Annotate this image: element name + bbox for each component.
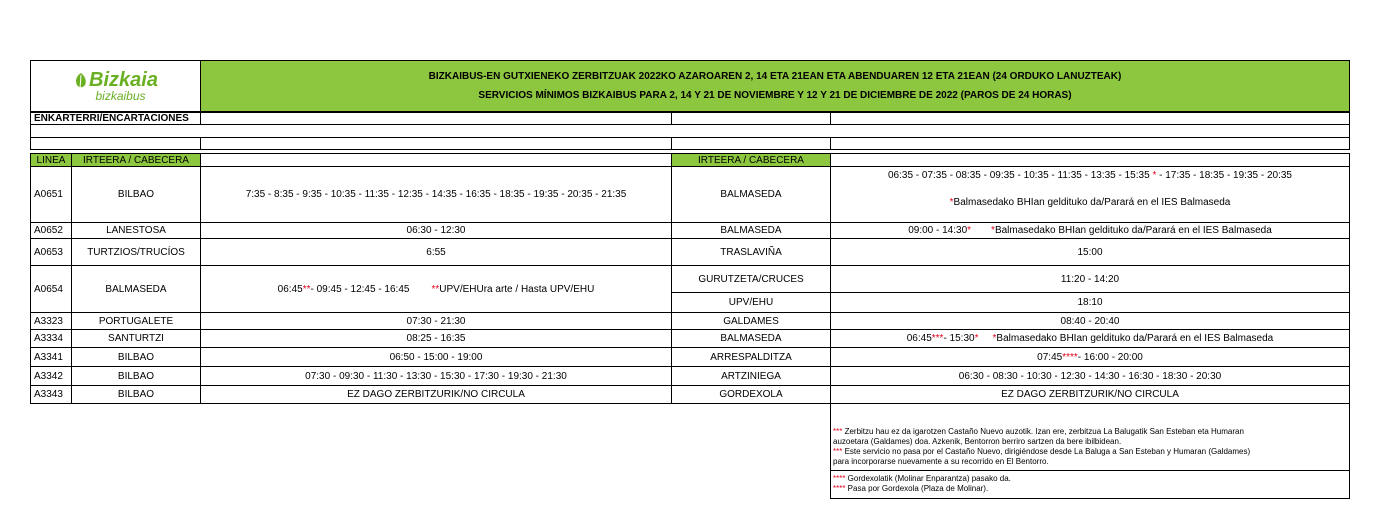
origin: BILBAO: [71, 166, 201, 223]
line-code: A0653: [30, 238, 72, 266]
ret-a: 09:00 - 14:30: [908, 225, 968, 236]
line-code: A0652: [30, 222, 72, 239]
footnote-divider: [831, 470, 1349, 471]
mark: *: [991, 225, 995, 236]
empty-cell: [830, 137, 1350, 150]
line-code: A0654: [30, 265, 72, 313]
region-label: ENKARTERRI/ENCARTACIONES: [30, 112, 201, 125]
times-return: EZ DAGO ZERBITZURIK/NO CIRCULA: [830, 385, 1350, 404]
origin: LANESTOSA: [71, 222, 201, 239]
times-out: 6:55: [200, 238, 672, 266]
destination: ARTZINIEGA: [671, 366, 831, 386]
times-return: [830, 222, 1350, 239]
logo: [30, 60, 201, 112]
times-out: 06:50 - 15:00 - 19:00: [200, 347, 672, 367]
ret-b: - 17:35 - 18:35 - 19:35 - 20:35: [1156, 170, 1292, 181]
out-b: - 09:45 - 12:45 - 16:45: [310, 283, 410, 295]
ret-a: 07:45: [1037, 351, 1063, 363]
mark: **: [302, 283, 311, 295]
origin: BILBAO: [71, 385, 201, 404]
destination: BALMASEDA: [671, 166, 831, 223]
times-out: 07:30 - 09:30 - 11:30 - 13:30 - 15:30 - 17:30 - 19:30 - 21:30: [200, 366, 672, 386]
title-banner: [200, 60, 1350, 112]
line-code: A3341: [30, 347, 72, 367]
mark: **: [431, 283, 440, 295]
times-out: EZ DAGO ZERBITZURIK/NO CIRCULA: [200, 385, 672, 404]
empty-cell: [30, 137, 201, 150]
line-code: A3334: [30, 329, 72, 348]
times-return: 15:00: [830, 238, 1350, 266]
footnote-box: [830, 403, 1350, 499]
destination: BALMASEDA: [671, 222, 831, 239]
line-code: A0651: [30, 166, 72, 223]
origin: TURTZIOS/TRUCÍOS: [71, 238, 201, 266]
col-linea: LINEA: [30, 153, 72, 167]
mark: ***: [931, 333, 944, 344]
empty-cell: [671, 137, 831, 150]
destination: UPV/EHU: [671, 292, 831, 313]
logo-sub: bizkaibus: [95, 89, 146, 103]
mark: ****: [1062, 351, 1078, 363]
times-return: 06:45 *** - 15:30 * *Balmasedako BHIan gelditukо da/Parará en el IES Balmaseda: [830, 329, 1350, 348]
empty-cell: [830, 153, 1350, 167]
ret-a: 06:35 - 07:35 - 08:35 - 09:35 - 10:35 - 11:35 - 13:35 - 15:35: [887, 170, 1153, 181]
ret-b: - 16:00 - 20:00: [1077, 351, 1143, 363]
origin: SANTURTZI: [71, 329, 201, 348]
mark: *: [949, 197, 954, 208]
note: Balmasedako BHIan gelditukо da/Parará en el IES Balmaseda: [953, 197, 1231, 208]
times-out: 7:35 - 8:35 - 9:35 - 10:35 - 11:35 - 12:35 - 14:35 - 16:35 - 18:35 - 19:35 - 20:35 - 21:35: [200, 166, 672, 223]
times-out: 08:25 - 16:35: [200, 329, 672, 348]
origin: BILBAO: [71, 366, 201, 386]
origin: BILBAO: [71, 347, 201, 367]
leaf-icon: [73, 72, 89, 90]
out-a: 06:45: [277, 283, 303, 295]
line-code: A3342: [30, 366, 72, 386]
line-code: A3323: [30, 312, 72, 330]
destination: GORDEXOLA: [671, 385, 831, 404]
col-origin: IRTEERA / CABECERA: [71, 153, 201, 167]
times-out: 07:30 - 21:30: [200, 312, 672, 330]
mark: *: [974, 333, 979, 344]
times-return: 11:20 - 14:20: [830, 265, 1350, 293]
ret-b: - 15:30: [943, 333, 975, 344]
destination: GURUTZETA/CRUCES: [671, 265, 831, 293]
times-return: [830, 347, 1350, 367]
ret-a: 06:45: [906, 333, 932, 344]
note: Balmasedako BHIan gelditukо da/Parará en el IES Balmaseda: [994, 225, 1272, 236]
note: UPV/EHUra arte / Hasta UPV/EHU: [439, 283, 595, 295]
mark: *: [1152, 170, 1157, 181]
destination: GALDAMES: [671, 312, 831, 330]
empty-cell: [200, 137, 672, 150]
footnote-4: **** Gordexolatik (Molinar Enparantza) pasako da. **** Pasa por Gordexola (Plaza de Molinar).: [833, 474, 1011, 493]
note: Balmasedako BHIan gelditukо da/Parará en el IES Balmaseda: [996, 333, 1274, 344]
title-es: SERVICIOS MÍNIMOS BIZKAIBUS PARA 2, 14 Y 21 DE NOVIEMBRE Y 12 Y 21 DE DICIEMBRE DE 2022 (PAROS DE 24 HORAS): [478, 90, 1072, 101]
times-out: [200, 265, 672, 313]
logo-main: Bizkaia: [89, 69, 158, 91]
line-code: A3343: [30, 385, 72, 404]
origin: BALMASEDA: [71, 265, 201, 313]
destination: TRASLAVIÑA: [671, 238, 831, 266]
empty-cell: [200, 153, 672, 167]
spacer-row: [30, 124, 1350, 138]
times-return: 08:40 - 20:40: [830, 312, 1350, 330]
title-eu: BIZKAIBUS-EN GUTXIENEKO ZERBITZUAK 2022KO AZAROAREN 2, 14 ETA 21EAN ETA ABENDUAREN 12 ETA 21EAN (24 ORDUKO LANUZTEAK): [428, 71, 1122, 82]
times-return: [830, 166, 1350, 223]
times-return: 18:10: [830, 292, 1350, 313]
footnote-3-eu: *** Zerbitzu hau ez da igarotzen Castaño Nuevo auzotik. Izan ere, zerbitzua La Balugatik San Esteban eta Humaran auzoetara (Galdames) doa. Azkenik, Bentorron berriro sartzen da bere ibilbidean. *** Este servicio no pasa por el Castaño Nuevo, dirigiéndose desde La Baluga a San Esteban y Humaran (Galdames) para incorporarse nuevamente a su recorrido en El Bentorro.: [833, 427, 1251, 466]
col-dest: IRTEERA / CABECERA: [671, 153, 831, 167]
times-out: 06:30 - 12:30: [200, 222, 672, 239]
destination: BALMASEDA: [671, 329, 831, 348]
origin: PORTUGALETE: [71, 312, 201, 330]
mark: *: [967, 225, 972, 236]
times-return: 06:30 - 08:30 - 10:30 - 12:30 - 14:30 - 16:30 - 18:30 - 20:30: [830, 366, 1350, 386]
destination: ARRESPALDITZA: [671, 347, 831, 367]
